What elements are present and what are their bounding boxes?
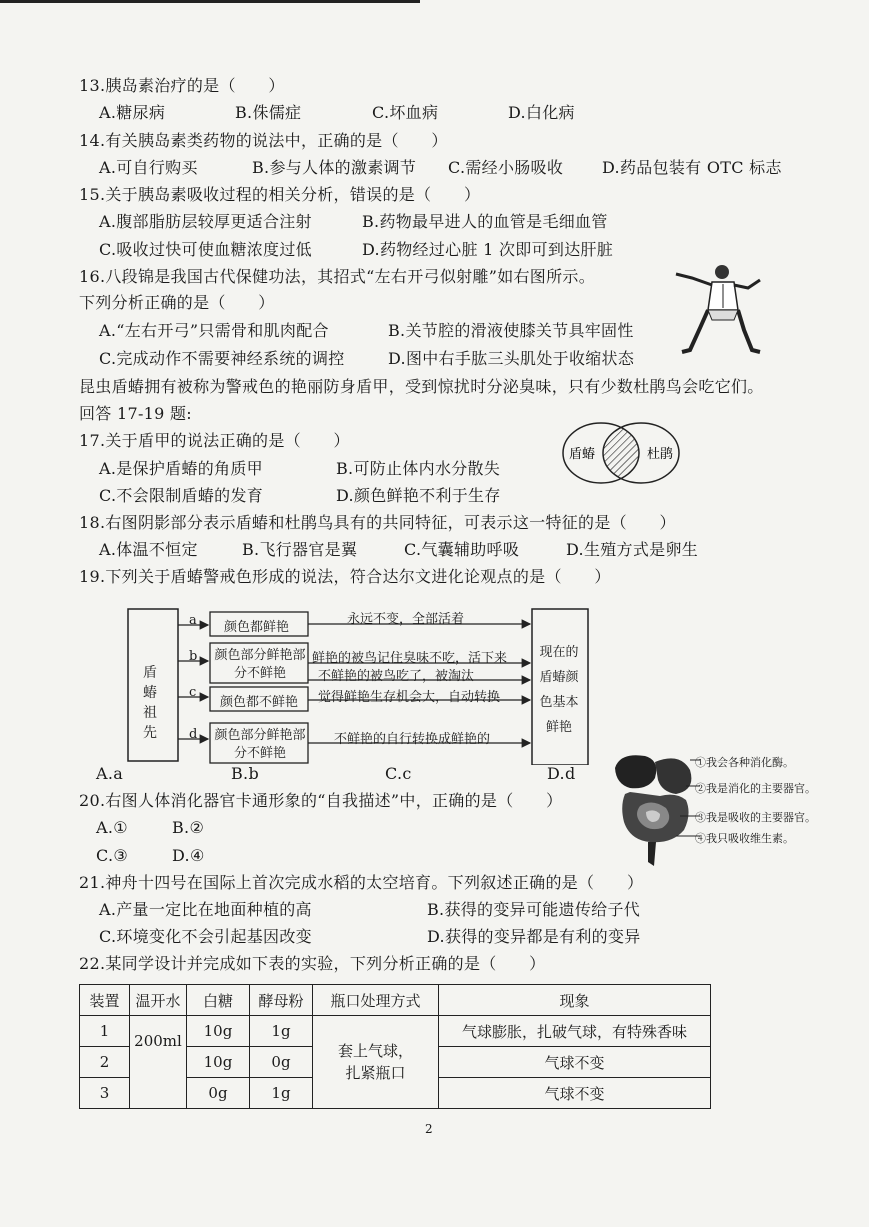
evolution-result-label: 现在的盾蝽颜色基本鲜艳 xyxy=(539,645,579,735)
row3-result: 气球不变 xyxy=(439,1078,711,1109)
q16-option-a: A.“左右开弓”只需骨和肌肉配合 xyxy=(99,321,329,340)
table-row xyxy=(80,1016,711,1047)
q19-option-d: D.d xyxy=(547,764,576,783)
q15-option-d: D.药物经过心脏 1 次即可到达肝脏 xyxy=(362,240,614,259)
q17-option-b: B.可防止体内水分散失 xyxy=(336,459,501,478)
q21-option-c: C.环境变化不会引起基因改变 xyxy=(99,927,312,946)
intro-17-19-line2: 回答 17-19 题: xyxy=(79,404,192,423)
q15-option-c: C.吸收过快可使血糖浓度过低 xyxy=(99,240,312,259)
row3-id: 3 xyxy=(80,1078,130,1109)
arrow-label-b: 鲜艳的被鸟记住臭味不吃，活下来 xyxy=(312,651,508,666)
q13-option-c: C.坏血病 xyxy=(372,103,439,122)
baduanjin-figure xyxy=(672,258,764,358)
arrow-label-c: 觉得鲜艳生存机会大，自动转换 xyxy=(318,690,501,705)
header-sugar: 白糖 xyxy=(187,985,250,1016)
q13-option-a: A.糖尿病 xyxy=(99,103,166,122)
box-d-label: 颜色部分鲜艳部分不鲜艳 xyxy=(214,728,306,761)
treatment-line1: 套上气球， xyxy=(337,1042,413,1060)
row1-sugar: 10g xyxy=(187,1016,250,1047)
water-cell: 200ml xyxy=(130,1016,187,1109)
q17-option-d: D.颜色鲜艳不利于生存 xyxy=(336,486,501,505)
venn-right-label: 杜鹃 xyxy=(646,447,674,462)
q16-option-b: B.关节腔的滑液使膝关节具牢固性 xyxy=(388,321,634,340)
page-number: 2 xyxy=(425,1122,433,1136)
row1-result: 气球膨胀，扎破气球，有特殊香味 xyxy=(439,1016,711,1047)
row2-sugar: 10g xyxy=(187,1047,250,1078)
row2-id: 2 xyxy=(80,1047,130,1078)
question-18: 18.右图阴影部分表示盾蝽和杜鹃鸟具有的共同特征，可表示这一特征的是（ ） xyxy=(79,513,676,532)
venn-left-label: 盾蝽 xyxy=(568,447,596,462)
q14-option-d: D.药品包装有 OTC 标志 xyxy=(602,158,782,177)
q15-option-b: B.药物最早进人的血管是毛细血管 xyxy=(362,212,608,231)
intro-17-19-line1: 昆虫盾蝽拥有被称为警戒色的艳丽防身盾甲，受到惊扰时分泌臭味，只有少数杜鹃鸟会吃它们。 xyxy=(79,377,764,396)
row2-result: 气球不变 xyxy=(439,1047,711,1078)
header-water: 温开水 xyxy=(130,985,187,1016)
treatment-line2: 扎紧瓶口 xyxy=(345,1064,406,1082)
header-yeast: 酵母粉 xyxy=(250,985,313,1016)
q16-option-c: C.完成动作不需要神经系统的调控 xyxy=(99,349,345,368)
q17-option-a: A.是保护盾蝽的角质甲 xyxy=(99,459,263,478)
question-20: 20.右图人体消化器官卡通形象的“自我描述”中，正确的是（ ） xyxy=(79,791,563,810)
venn-diagram xyxy=(556,418,686,488)
digestive-system-figure xyxy=(610,750,700,868)
question-14: 14.有关胰岛素类药物的说法中，正确的是（ ） xyxy=(79,131,448,150)
question-22: 22.某同学设计并完成如下表的实验，下列分析正确的是（ ） xyxy=(79,954,546,973)
q16-option-d: D.图中右手肱三头肌处于收缩状态 xyxy=(388,349,635,368)
q18-option-c: C.气囊辅助呼吸 xyxy=(404,540,520,559)
branch-letter-a: a xyxy=(189,613,197,628)
experiment-table xyxy=(79,984,711,1109)
q14-option-c: C.需经小肠吸收 xyxy=(448,158,564,177)
row3-yeast: 1g xyxy=(250,1078,313,1109)
q19-option-a: A.a xyxy=(96,764,124,783)
q17-option-c: C.不会限制盾蝽的发育 xyxy=(99,486,264,505)
digestive-label-2: ②我是消化的主要器官。 xyxy=(695,782,816,795)
q20-option-c: C.③ xyxy=(96,846,129,865)
arrow-label-a: 永远不变，全部活着 xyxy=(347,612,465,627)
q21-option-a: A.产量一定比在地面种植的高 xyxy=(99,900,312,919)
digestive-label-4: ④我只吸收维生素。 xyxy=(695,832,794,845)
branch-letter-b: b xyxy=(189,649,198,664)
question-21: 21.神舟十四号在国际上首次完成水稻的太空培育。下列叙述正确的是（ ） xyxy=(79,873,644,892)
q18-option-a: A.体温不恒定 xyxy=(99,540,198,559)
arrow-label-b2: 不鲜艳的被鸟吃了，被淘汰 xyxy=(318,669,475,684)
q19-option-b: B.b xyxy=(231,764,259,783)
row1-id: 1 xyxy=(80,1016,130,1047)
q20-option-a: A.① xyxy=(96,818,128,837)
header-treatment: 瓶口处理方式 xyxy=(313,985,439,1016)
digestive-label-1: ①我会各种消化酶。 xyxy=(695,756,794,769)
question-19: 19.下列关于盾蝽警戒色形成的说法，符合达尔文进化论观点的是（ ） xyxy=(79,567,611,586)
question-17: 17.关于盾甲的说法正确的是（ ） xyxy=(79,431,350,450)
q14-option-b: B.参与人体的激素调节 xyxy=(252,158,417,177)
q13-option-b: B.侏儒症 xyxy=(235,103,302,122)
treatment-cell xyxy=(313,1016,439,1109)
q13-option-d: D.白化病 xyxy=(508,103,575,122)
table-header-row xyxy=(80,985,711,1016)
q20-option-d: D.④ xyxy=(172,846,205,865)
box-b-label: 颜色部分鲜艳部分不鲜艳 xyxy=(214,648,306,681)
q18-option-d: D.生殖方式是卵生 xyxy=(566,540,699,559)
q21-option-b: B.获得的变异可能遗传给子代 xyxy=(427,900,641,919)
box-a-label: 颜色都鲜艳 xyxy=(224,620,290,635)
question-16-stem-2: 下列分析正确的是（ ） xyxy=(79,293,275,312)
header-result: 现象 xyxy=(439,985,711,1016)
q19-option-c: C.c xyxy=(385,764,412,783)
question-13: 13.胰岛素治疗的是（ ） xyxy=(79,76,285,95)
q18-option-b: B.飞行器官是翼 xyxy=(242,540,358,559)
row1-yeast: 1g xyxy=(250,1016,313,1047)
arrow-label-d: 不鲜艳的自行转换成鲜艳的 xyxy=(334,732,491,747)
row3-sugar: 0g xyxy=(187,1078,250,1109)
top-border-line xyxy=(0,0,420,3)
digestive-label-3: ③我是吸收的主要器官。 xyxy=(695,811,816,824)
box-c-label: 颜色都不鲜艳 xyxy=(220,695,299,710)
q20-option-b: B.② xyxy=(172,818,205,837)
q21-option-d: D.获得的变异都是有利的变异 xyxy=(427,927,641,946)
question-15: 15.关于胰岛素吸收过程的相关分析，错误的是（ ） xyxy=(79,185,481,204)
branch-letter-d: d xyxy=(189,727,198,742)
header-device: 装置 xyxy=(80,985,130,1016)
q15-option-a: A.腹部脂肪层较厚更适合注射 xyxy=(99,212,312,231)
q14-option-a: A.可自行购买 xyxy=(99,158,198,177)
evolution-ancestor-label: 盾蝽祖先 xyxy=(143,665,157,741)
branch-letter-c: c xyxy=(189,685,197,700)
question-16: 16.八段锦是我国古代保健功法，其招式“左右开弓似射雕”如右图所示。 xyxy=(79,267,596,286)
row2-yeast: 0g xyxy=(250,1047,313,1078)
